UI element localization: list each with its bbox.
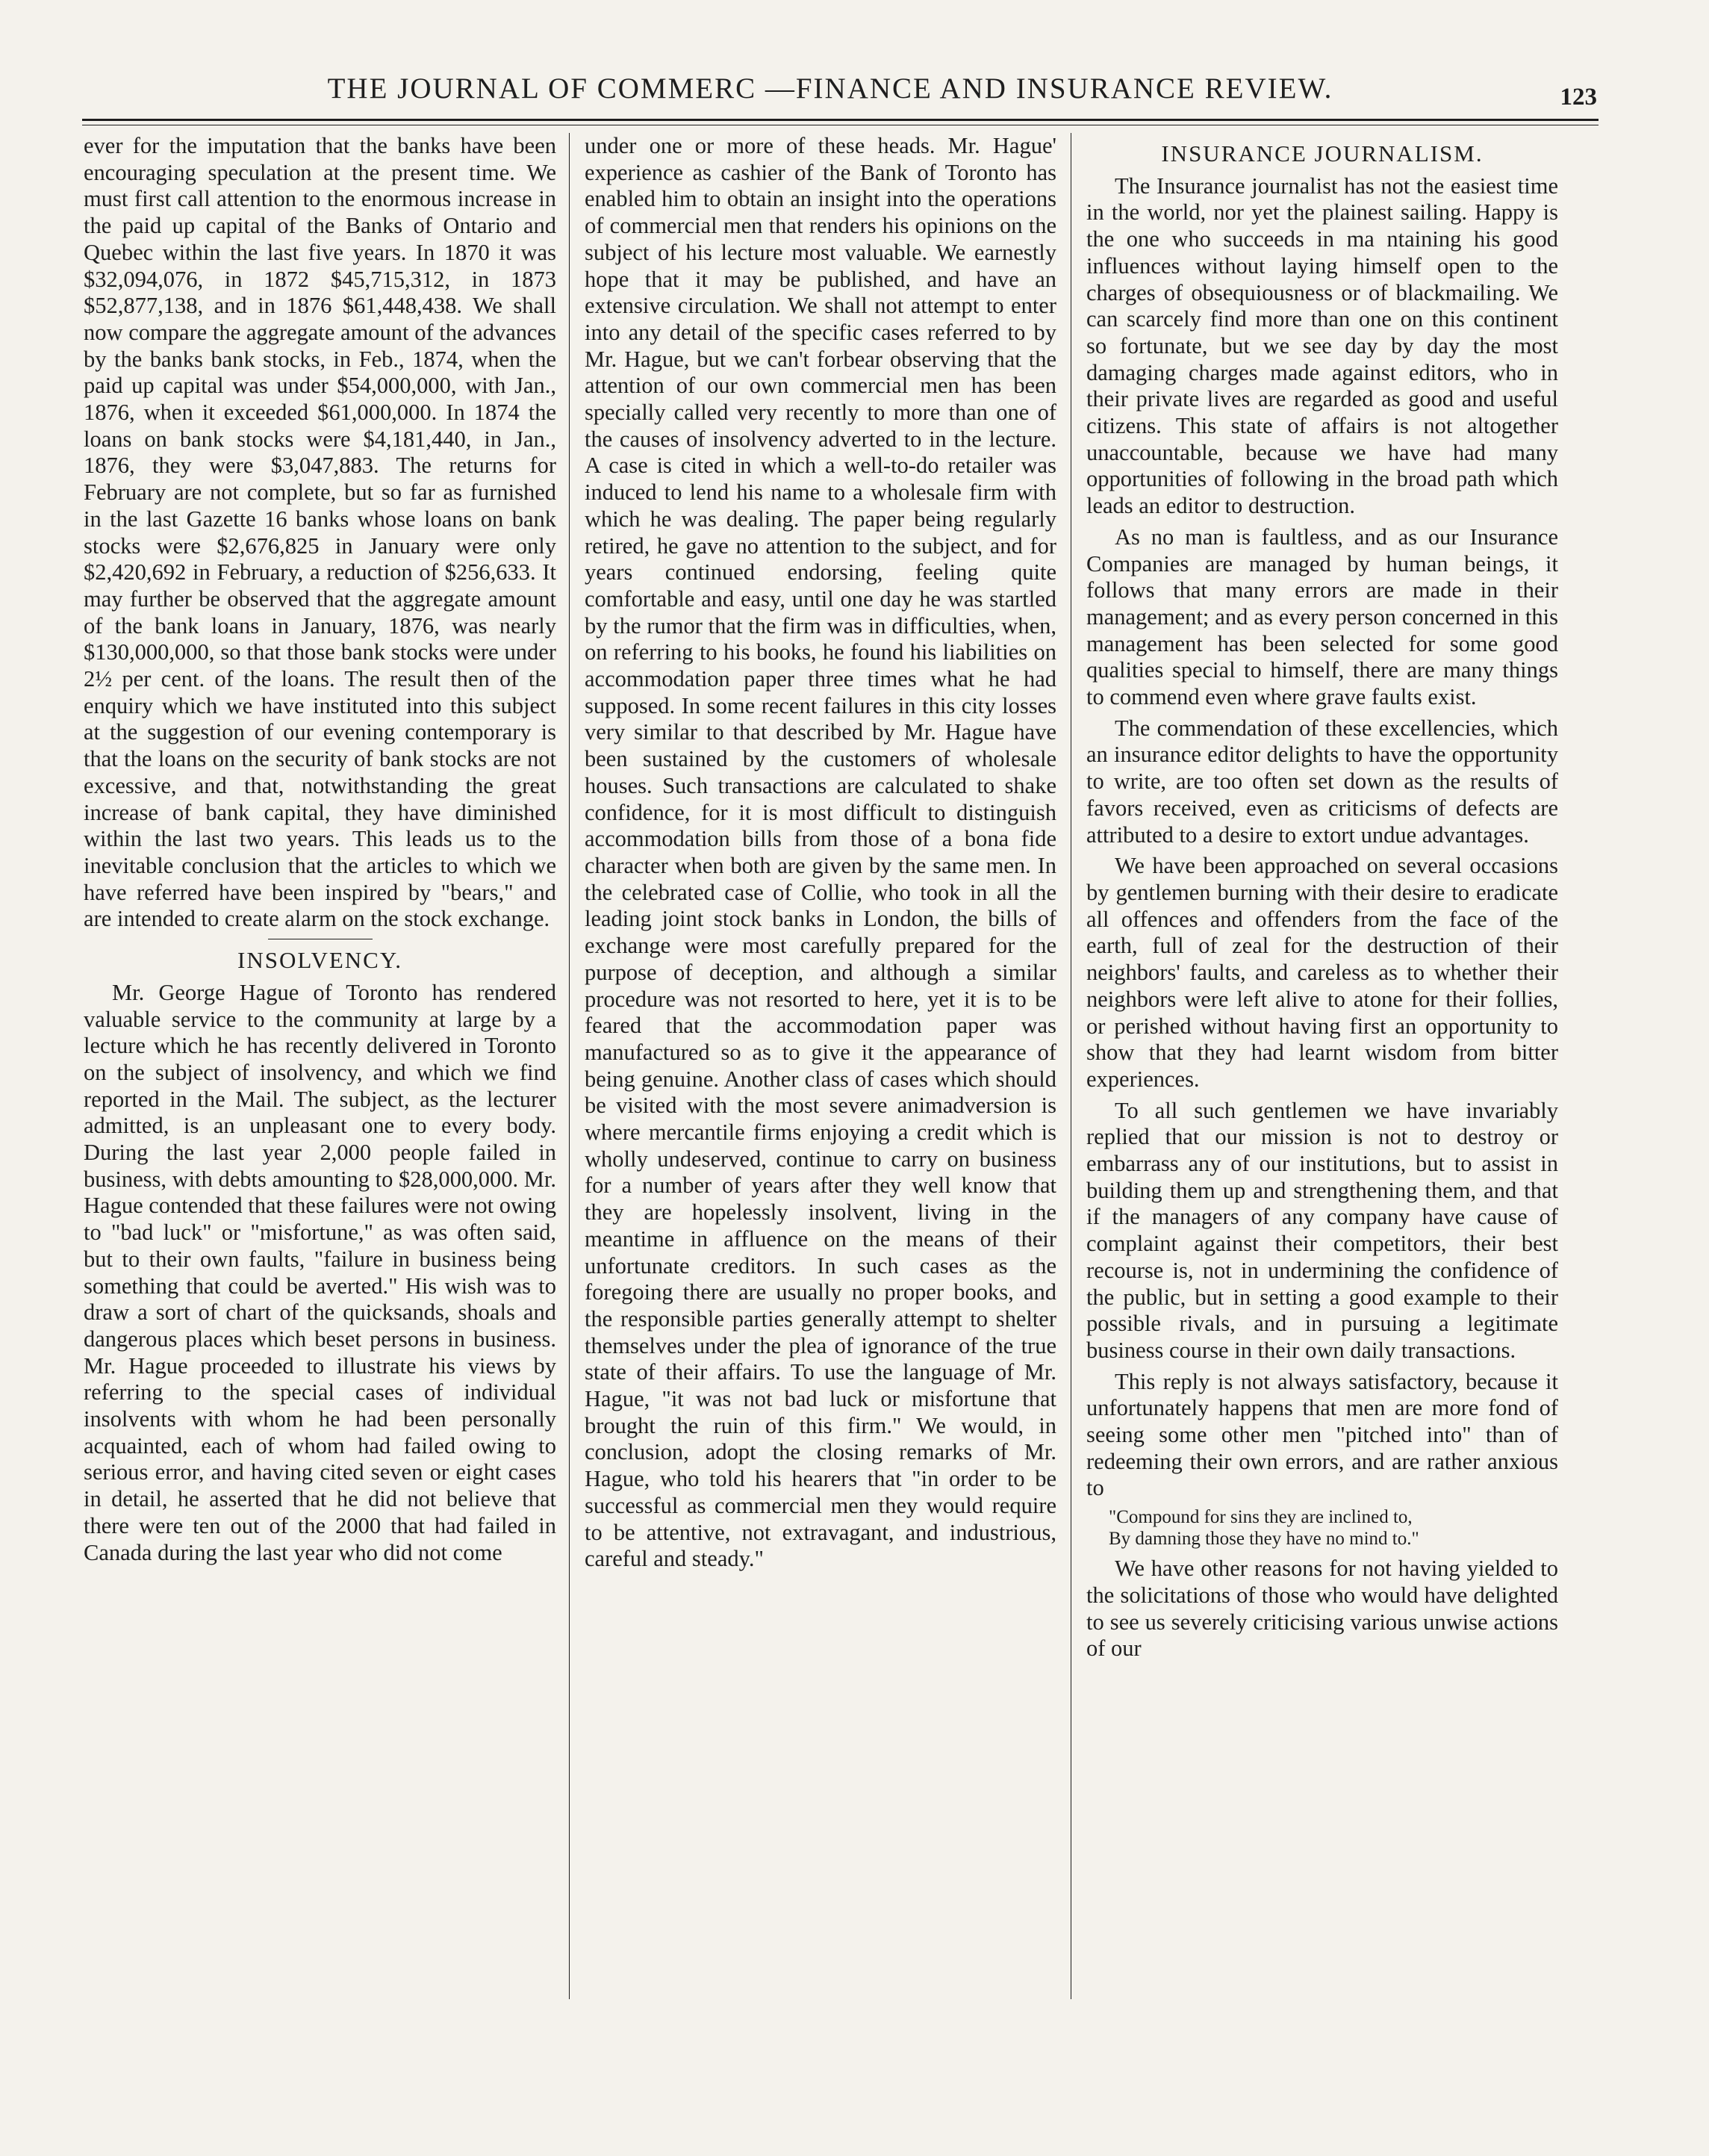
article-paragraph: The commendation of these excellencies, which an insurance editor delights to have the opportunity to write, are too often set down as the results of favors received, even as criticisms of defects are attributed to a desire to extort undue advantages. <box>1086 715 1558 848</box>
article-paragraph: under one or more of these heads. Mr. Hague' experience as cashier of the Bank of Toronto has enabled him to obtain an insight into the operations of commercial men that renders his opinions on the subject of his lecture most valuable. We earnestly hope that it may be published, and have an extensive circulation. We shall not attempt to enter into any detail of the specific cases referred to by Mr. Hague, but we can't forbear observing that the attention of our own commercial men has been specially called very recently to more than one of the causes of insolvency adverted to in the lecture. A case is cited in which a well-to-do retailer was induced to lend his name to a wholesale firm with which he was dealing. The paper being regularly retired, he gave no attention to the subject, and for years continued endorsing, feeling quite comfortable and easy, until one day he was startled by the rumor that the firm was in difficulties, when, on referring to his books, he found his liabilities on accommodation paper three times what he had supposed. In some recent failures in this city losses very similar to that described by Mr. Hague have been sustained by the customers of wholesale houses. Such transactions are calculated to shake confidence, for it is most difficult to distinguish accommodation bills from those of a bona fide character when both are given by the same men. In the celebrated case of Collie, who took in all the leading joint stock banks in London, the bills of exchange were most carefully prepared for the purpose of deception, and although a similar procedure was not resorted to here, yet it is to be feared that the accommodation paper was manufactured so as to give it the appearance of being genuine. Another class of cases which should be visited with the most severe animadversion is where mercantile firms enjoying a credit which is wholly undeserved, continue to carry on business for a number of years after they well know that they are hopelessly insolvent, living in the meantime in affluence on the means of their unfortunate creditors. In such cases as the foregoing there are usually no proper books, and the responsible parties generally attempt to shelter themselves under the plea of ignorance of the true state of their affairs. To use the language of Mr. Hague, "it was not bad luck or misfortune that brought the ruin of this firm." We would, in conclusion, adopt the closing remarks of Mr. Hague, who told his hearers that "in order to be successful as commercial men they would require to be attentive, not extravagant, and industrious, careful and steady." <box>585 133 1056 1572</box>
article-paragraph: The Insurance journalist has not the easiest time in the world, nor yet the plainest sailing. Happy is the one who succeeds in ma ntaining his good influences without laying himself open to the charges of obsequiousness or of blackmailing. We can scarcely find more than one on this continent so fortunate, but we see day by day the most damaging charges made against editors, who in their private lives are regarded as good and useful citizens. This state of affairs is not altogether unaccountable, because we have had many opportunities of following in the broad path which leads an editor to destruction. <box>1086 173 1558 519</box>
column-divider <box>569 133 570 1999</box>
column-3 <box>1086 133 1558 2007</box>
column-2 <box>585 133 1056 2007</box>
quote-line: "Compound for sins they are inclined to, <box>1109 1507 1413 1528</box>
quote-line: By damning those they have no mind to." <box>1109 1529 1419 1550</box>
verse-quote <box>1086 1506 1558 1550</box>
running-head: THE JOURNAL OF COMMERC —FINANCE AND INSURANCE REVIEW. <box>327 72 1333 105</box>
article-paragraph: We have been approached on several occasions by gentlemen burning with their desire to eradicate all offences and offenders from the face of the earth, full of zeal for the destruction of their neighbors' faults, and careless as to whether their neighbors were left alive to atone for their follies, or perished without having first an opportunity to show that they had learnt wisdom from bitter experiences. <box>1086 853 1558 1092</box>
page-number: 123 <box>1560 84 1597 111</box>
article-paragraph: As no man is faultless, and as our Insurance Companies are managed by human beings, it follows that many errors are made in their management; and as every person concerned in this management has been selected for some good qualities special to himself, there are many things to commend even where grave faults exist. <box>1086 524 1558 710</box>
article-paragraph: To all such gentlemen we have invariably replied that our mission is not to destroy or embarrass any of our institutions, but to assist in building them up and strengthening them, and that if the managers of any company have cause of complaint against their competitors, their best recourse is, not in undermining the confidence of the public, but in setting a good example to their possible rivals, and in pursuing a legitimate business course in their own daily transactions. <box>1086 1097 1558 1363</box>
section-heading-insurance-journalism: INSURANCE JOURNALISM. <box>1161 140 1484 167</box>
section-heading-insolvency: INSOLVENCY. <box>237 947 402 974</box>
column-1 <box>84 133 556 2007</box>
article-paragraph: ever for the imputation that the banks have been encouraging speculation at the present time. We must first call attention to the enormous increase in the paid up capital of the Banks of Ontario and Quebec within the last five years. In 1870 it was $32,094,076, in 1872 $45,715,312, in 1873 $52,877,138, and in 1876 $61,448,438. We shall now compare the aggregate amount of the advances by the banks bank stocks, in Feb., 1874, when the paid up capital was under $54,000,000, with Jan., 1876, when it exceeded $61,000,000. In 1874 the loans on bank stocks were $4,181,440, in Jan., 1876, they were $3,047,883. The returns for February are not complete, but so far as furnished in the last Gazette 16 banks whose loans on bank stocks were $2,676,825 in January were only $2,420,692 in February, a reduction of $256,633. It may further be observed that the aggregate amount of the bank loans in January, 1876, was nearly $130,000,000, so that those bank stocks were under 2½ per cent. of the loans. The result then of the enquiry which we have instituted into this subject at the suggestion of our evening contemporary is that the loans on the security of bank stocks are not excessive, and that, notwithstanding the great increase of bank capital, they have diminished within the last two years. This leads us to the inevitable conclusion that the articles to which we have referred have been inspired by "bears," and are intended to create alarm on the stock exchange. <box>84 133 556 932</box>
article-paragraph: Mr. George Hague of Toronto has rendered valuable service to the community at large by a lecture which he has recently delivered in Toronto on the subject of insolvency, and which we find reported in the Mail. The subject, as the lecturer admitted, is an unpleasant one to every body. During the last year 2,000 people failed in business, with debts amounting to $28,000,000. Mr. Hague contended that these failures were not owing to "bad luck" or "misfortune," as was often said, but to their own faults, "failure in business being something that could be averted." His wish was to draw a sort of chart of the quicksands, shoals and dangerous places which beset persons in business. Mr. Hague proceeded to illustrate his views by referring to the special cases of individual insolvents with whom he had been personally acquainted, each of whom had failed owing to serious error, and having cited seven or eight cases in detail, he asserted that he did not believe that there were ten out of the 2000 that had failed in Canada during the last year who did not come <box>84 979 556 1565</box>
article-paragraph: This reply is not always satisfactory, because it unfortunately happens that men are more fond of seeing some other men "pitched into" than of redeeming their own errors, and are rather anxious to <box>1086 1368 1558 1501</box>
article-paragraph: We have other reasons for not having yielded to the solicitations of those who would have delighted to see us severely criticising various unwise actions of our <box>1086 1556 1558 1662</box>
header-rule <box>82 119 1599 121</box>
